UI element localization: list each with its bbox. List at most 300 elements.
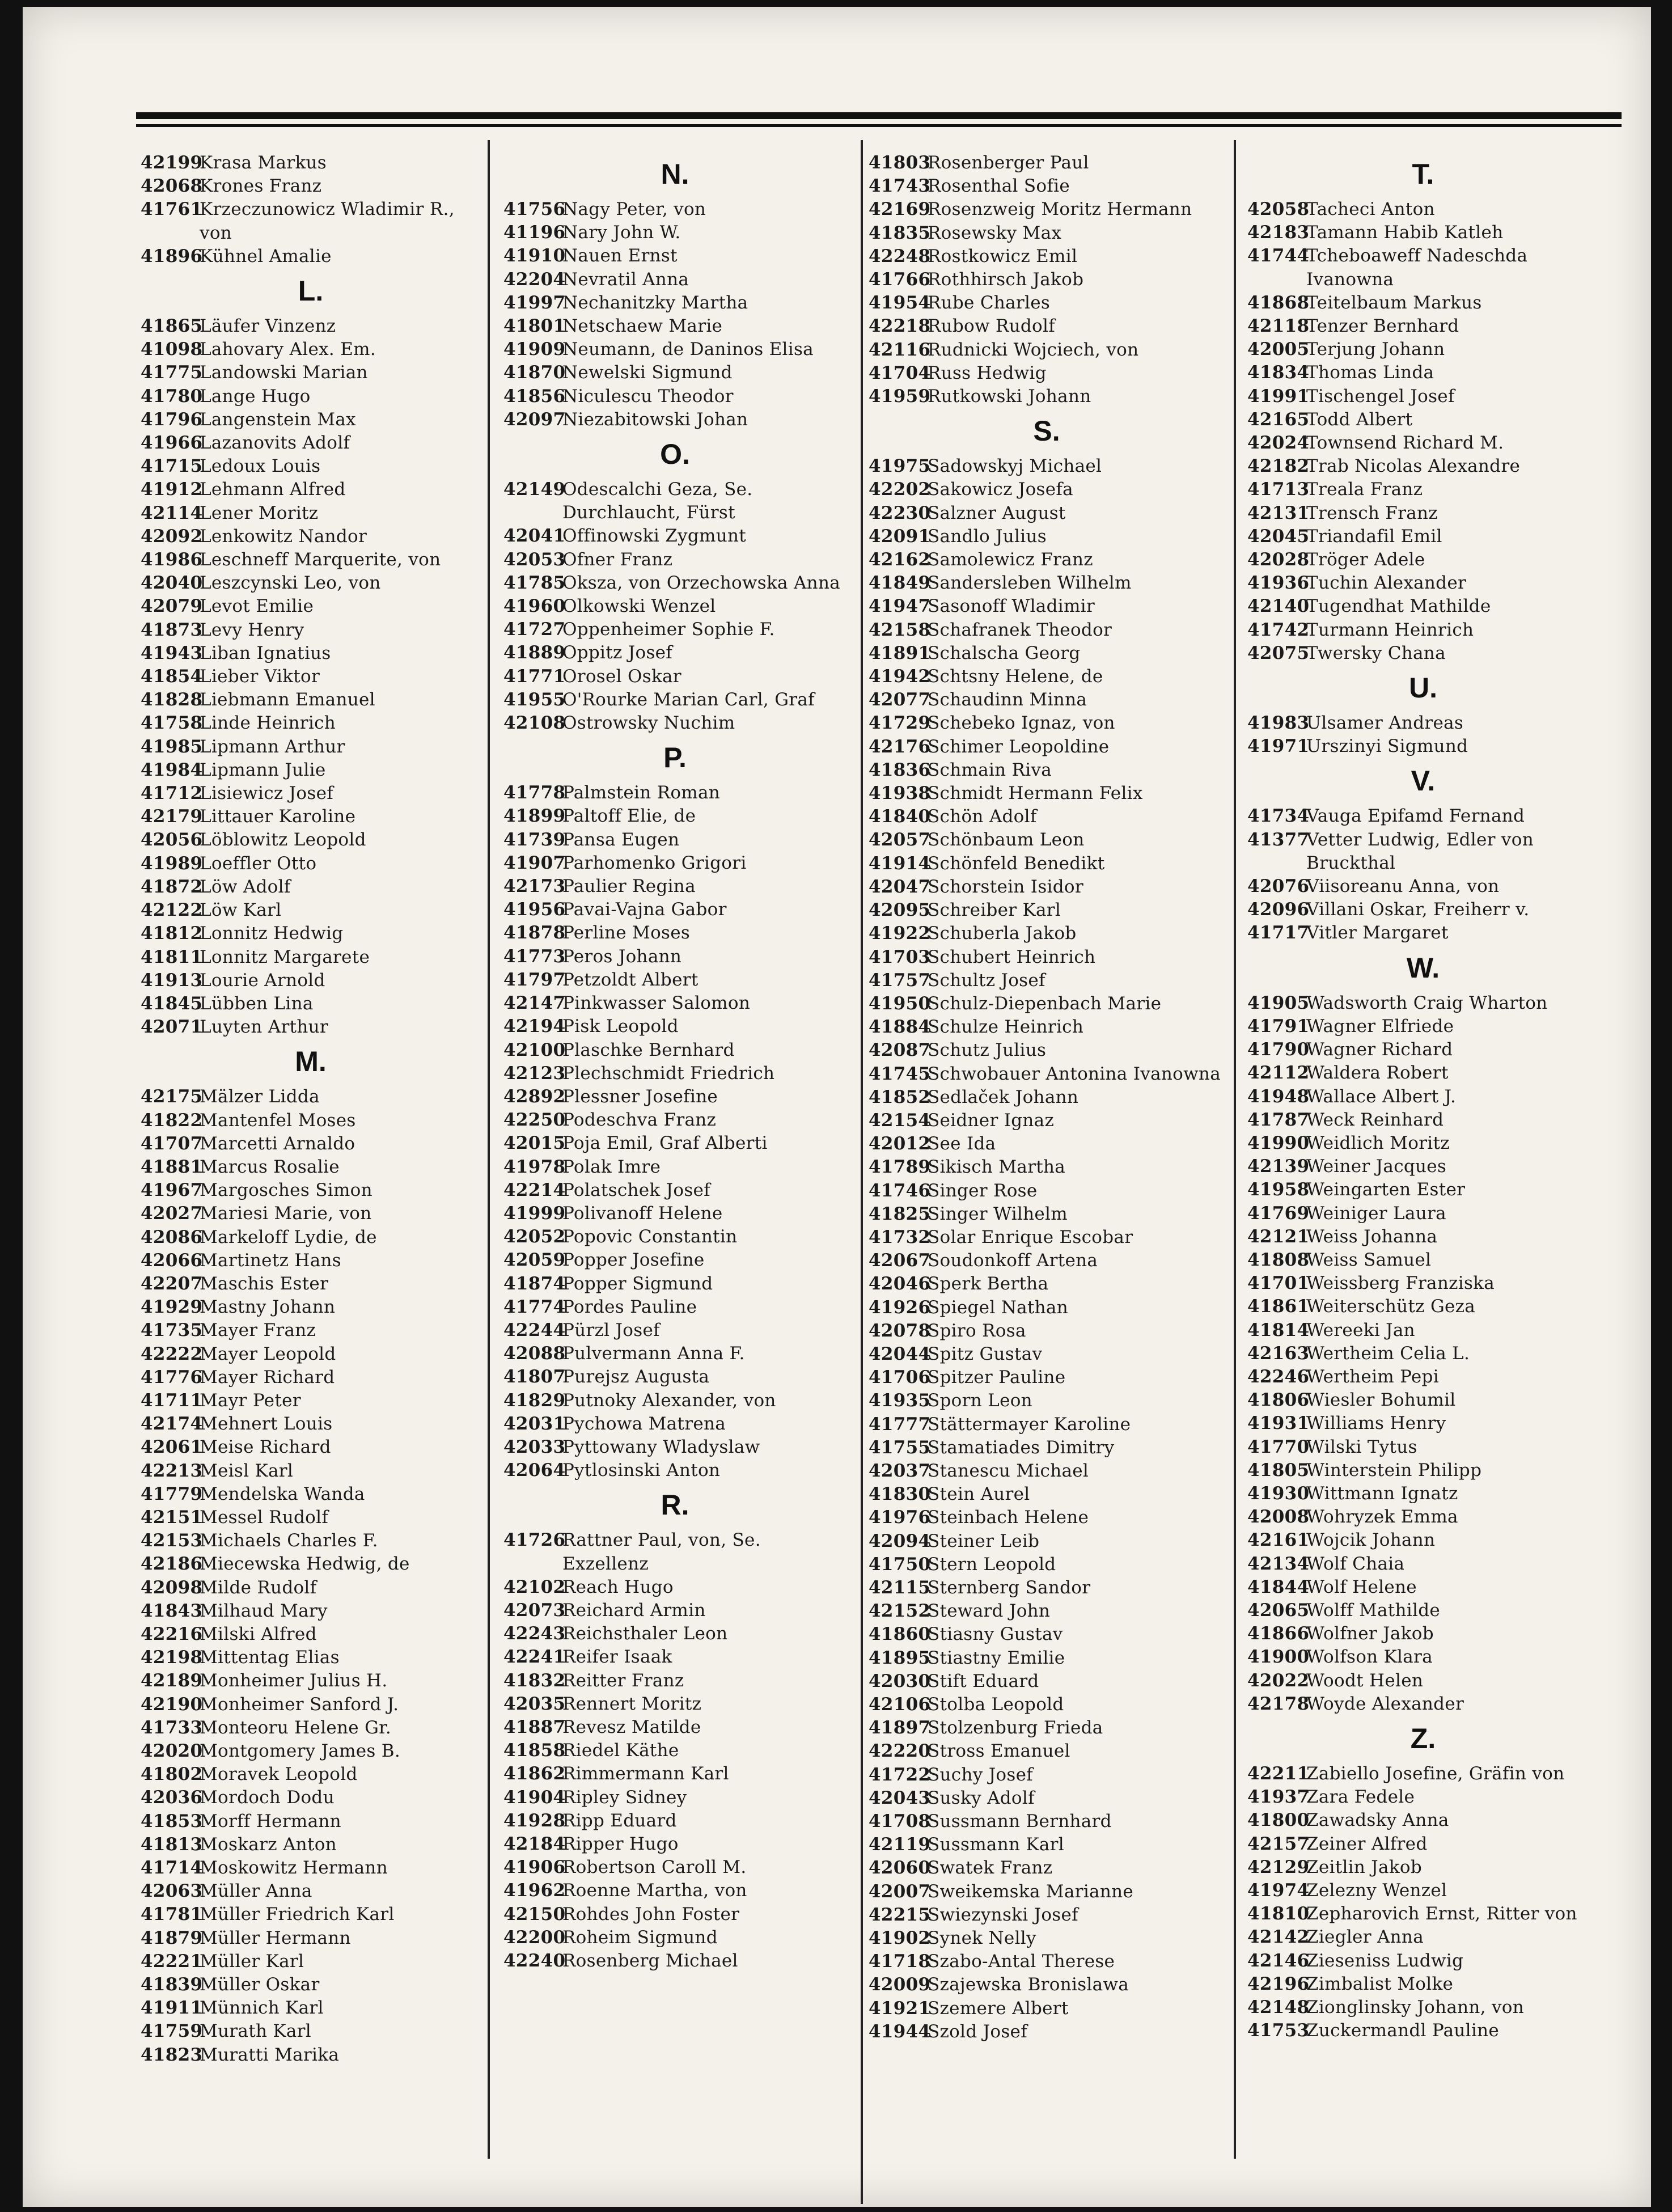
entry-number: 41856: [503, 386, 566, 407]
entry-number: 42892: [503, 1086, 566, 1107]
entry-name: Wohryzek Emma: [1306, 1507, 1458, 1528]
list-item: [141, 969, 481, 992]
entry-name: Townsend Richard M.: [1306, 433, 1504, 454]
entry-number: 41866: [1247, 1623, 1310, 1644]
entry-name: Steinbach Helene: [928, 1507, 1089, 1528]
entry-name: Sperk Bertha: [928, 1274, 1049, 1295]
entry-name: Kühnel Amalie: [200, 246, 332, 267]
list-item: [869, 1226, 1225, 1249]
list-item: [869, 1740, 1225, 1763]
list-item: [141, 1973, 481, 1997]
entry-name: Wolfson Klara: [1306, 1647, 1433, 1668]
list-item: [503, 968, 846, 992]
list-item: [503, 875, 846, 898]
list-item: [503, 1459, 846, 1482]
entry-name: Schimer Leopoldine: [928, 736, 1110, 757]
list-item: [869, 1600, 1225, 1623]
entry-number: 41860: [869, 1624, 931, 1645]
entry-number: 41873: [141, 619, 203, 640]
entry-name: Littauer Karoline: [200, 806, 356, 827]
entry-name: Münnich Karl: [200, 1998, 324, 2019]
list-item: [1247, 1319, 1599, 1342]
list-item: [869, 268, 1225, 291]
entry-number: 42190: [141, 1694, 203, 1715]
entry-name: Mayer Richard: [200, 1367, 335, 1388]
entry-name: Rimmermann Karl: [562, 1763, 729, 1784]
entry-number: 42221: [141, 1951, 203, 1972]
list-item: [869, 1016, 1225, 1039]
list-item: [141, 1179, 481, 1202]
entry-name: Niezabitowski Johan: [562, 409, 748, 430]
entry-name: Lisiewicz Josef: [200, 783, 333, 804]
entry-name: Russ Hedwig: [928, 362, 1047, 383]
section-letter: O.: [660, 438, 690, 471]
entry-name: Poja Emil, Graf Alberti: [562, 1133, 768, 1154]
entry-name: Steiner Leib: [928, 1530, 1040, 1551]
entry-number: 41967: [141, 1180, 203, 1201]
entry-name: Popper Josefine: [562, 1250, 705, 1271]
entry-name: Monheimer Sanford J.: [200, 1694, 399, 1715]
entry-name: Purejsz Augusta: [562, 1367, 710, 1388]
entry-name: Woodt Helen: [1306, 1670, 1424, 1691]
entry-number: 41899: [503, 806, 566, 827]
list-item: [141, 548, 481, 572]
list-item: [503, 338, 846, 361]
list-item: [869, 1132, 1225, 1156]
list-item: [141, 1249, 481, 1272]
entry-name: See Ida: [928, 1134, 996, 1154]
list-item: [503, 315, 846, 338]
entry-number: 42148: [1247, 1997, 1310, 2018]
list-item: [141, 876, 481, 899]
entry-number: 41966: [141, 433, 203, 454]
list-item: [869, 1904, 1225, 1927]
list-item: [869, 1950, 1225, 1973]
section-letter: N.: [661, 158, 689, 190]
entry-name: Schubert Heinrich: [928, 946, 1096, 967]
entry-name: Krones Franz: [200, 176, 322, 197]
list-item: [1247, 1225, 1599, 1249]
entry-number: 41823: [141, 2044, 203, 2065]
list-item: [869, 1530, 1225, 1553]
list-item: [503, 992, 846, 1015]
entry-number: 42088: [503, 1343, 566, 1364]
list-item: [503, 945, 846, 968]
entry-number: 41843: [141, 1600, 203, 1621]
entry-number: 42115: [869, 1577, 931, 1598]
entry-name: Teitelbaum Markus: [1306, 292, 1482, 313]
list-item: [141, 198, 481, 244]
entry-name: Lehmann Alfred: [200, 479, 346, 500]
entry-name: Tenzer Bernhard: [1306, 316, 1459, 337]
list-item: [141, 1693, 481, 1716]
entry-name: Sternberg Sandor: [928, 1577, 1091, 1598]
list-item: [869, 665, 1225, 688]
entry-name: Michaels Charles F.: [200, 1530, 378, 1551]
list-item: [141, 1343, 481, 1366]
list-item: [869, 1973, 1225, 1997]
section-letter: P.: [663, 742, 687, 774]
list-item: [869, 1366, 1225, 1389]
entry-number: 42246: [1247, 1366, 1310, 1387]
list-item: [141, 1366, 481, 1389]
entry-name: Moskarz Anton: [200, 1834, 337, 1855]
entry-number: 42071: [141, 1017, 203, 1038]
entry-name: Lenkowitz Nandor: [200, 526, 367, 547]
list-item: [141, 1016, 481, 1039]
entry-name: Oppenheimer Sophie F.: [562, 619, 775, 640]
list-item: [503, 1436, 846, 1459]
list-item: [141, 1085, 481, 1109]
entry-number: 41775: [141, 362, 203, 383]
list-item: [869, 1203, 1225, 1226]
entry-number: 42175: [141, 1086, 203, 1107]
entry-name: Krzeczunowicz Wladimir R., von: [200, 199, 455, 243]
entry-number: 42220: [869, 1741, 931, 1762]
list-item: [141, 1833, 481, 1856]
entry-number: 42077: [869, 690, 931, 710]
entry-name: Stättermayer Karoline: [928, 1414, 1131, 1435]
entry-name: Sporn Leon: [928, 1390, 1032, 1411]
list-item: [1247, 828, 1599, 875]
entry-name: Ripp Eduard: [562, 1810, 677, 1831]
list-item: [869, 1997, 1225, 2020]
list-item: [1247, 1693, 1599, 1716]
list-item: [141, 688, 481, 712]
list-item: [869, 876, 1225, 899]
entry-name: Tuchin Alexander: [1306, 573, 1467, 594]
list-item: [503, 478, 846, 525]
list-item: [1247, 432, 1599, 455]
entry-name: Meise Richard: [200, 1437, 331, 1458]
entry-number: 41906: [503, 1857, 566, 1878]
entry-number: 41959: [869, 386, 931, 407]
entry-name: Polatschek Josef: [562, 1179, 710, 1200]
entry-name: Wolf Chaia: [1306, 1553, 1405, 1574]
entry-name: Lipmann Arthur: [200, 736, 345, 757]
list-item: [141, 1646, 481, 1669]
list-item: [503, 1903, 846, 1926]
entry-number: 42152: [869, 1601, 931, 1622]
entry-number: 41797: [503, 969, 566, 990]
entry-name: Rattner Paul, von, Se. Exzellenz: [562, 1530, 761, 1574]
entry-number: 41703: [869, 946, 931, 967]
list-item: [1247, 1856, 1599, 1879]
list-item: [141, 1132, 481, 1156]
entry-name: Pavai-Vajna Gabor: [562, 899, 727, 920]
entry-name: Lonnitz Margarete: [200, 946, 370, 967]
list-item: [1247, 1178, 1599, 1202]
list-item: [1247, 1762, 1599, 1786]
list-item: [141, 432, 481, 455]
entry-number: 42139: [1247, 1156, 1310, 1177]
entry-name: Synek Nelly: [928, 1928, 1036, 1949]
entry-number: 41711: [141, 1390, 203, 1411]
entry-name: Wittmann Ignatz: [1306, 1483, 1458, 1504]
entry-name: Pulvermann Anna F.: [562, 1343, 745, 1364]
entry-number: 42199: [141, 153, 203, 173]
entry-number: 42189: [141, 1670, 203, 1691]
entry-number: 41845: [141, 993, 203, 1014]
entry-number: 42066: [141, 1250, 203, 1271]
list-item: [1247, 1459, 1599, 1482]
list-item: [869, 548, 1225, 572]
entry-name: Weiterschütz Geza: [1306, 1296, 1476, 1317]
entry-name: Rostkowicz Emil: [928, 246, 1078, 267]
entry-name: Müller Karl: [200, 1951, 304, 1972]
list-item: [141, 151, 481, 175]
entry-name: Mayer Franz: [200, 1320, 316, 1341]
entry-number: 42041: [503, 526, 566, 547]
entry-name: Pytlosinski Anton: [562, 1460, 721, 1481]
list-item: [869, 1787, 1225, 1810]
entry-name: Stamatiades Dimitry: [928, 1437, 1115, 1458]
column-2: [503, 151, 846, 1973]
entry-number: 42094: [869, 1530, 931, 1551]
entry-name: Petzoldt Albert: [562, 969, 699, 990]
entry-name: Maschis Ester: [200, 1273, 329, 1294]
entry-number: 41796: [141, 409, 203, 430]
list-item: [141, 1600, 481, 1623]
list-item: [1247, 1295, 1599, 1318]
entry-name: Ostrowsky Nuchim: [562, 713, 735, 734]
entry-name: Mastny Johann: [200, 1297, 336, 1318]
list-item: [503, 1342, 846, 1365]
list-item: [869, 1927, 1225, 1950]
entry-number: 41733: [141, 1717, 203, 1738]
list-item: [503, 1716, 846, 1739]
entry-name: Schalscha Georg: [928, 642, 1081, 663]
entry-name: Susky Adolf: [928, 1787, 1035, 1808]
entry-name: Stross Emanuel: [928, 1741, 1070, 1762]
list-item: [141, 946, 481, 969]
entry-name: Weiner Jacques: [1306, 1156, 1447, 1177]
list-item: [1247, 1809, 1599, 1832]
entry-name: Urszinyi Sigmund: [1306, 736, 1468, 757]
list-item: [141, 408, 481, 432]
list-item: [1247, 735, 1599, 758]
entry-name: Szold Josef: [928, 2021, 1027, 2042]
entry-number: 42063: [141, 1881, 203, 1902]
entry-name: Spiegel Nathan: [928, 1297, 1068, 1318]
list-item: [141, 852, 481, 876]
list-item: [503, 548, 846, 572]
entry-name: Rosewsky Max: [928, 222, 1062, 243]
entry-name: Pisk Leopold: [562, 1016, 679, 1037]
entry-number: 41770: [1247, 1436, 1310, 1457]
entry-number: 41734: [1247, 806, 1310, 827]
entry-number: 41735: [141, 1320, 203, 1341]
entry-number: 42157: [1247, 1833, 1310, 1854]
entry-name: Triandafil Emil: [1306, 526, 1442, 547]
entry-name: Lange Hugo: [200, 386, 311, 407]
entry-name: Leschneff Marquerite, von: [200, 549, 441, 570]
entry-number: 41976: [869, 1507, 931, 1528]
entry-number: 42150: [503, 1904, 566, 1925]
entry-number: 41974: [1247, 1880, 1310, 1901]
entry-name: Wereeki Jan: [1306, 1319, 1415, 1340]
entry-name: Miecewska Hedwig, de: [200, 1554, 410, 1575]
entry-number: 42030: [869, 1670, 931, 1691]
list-item: [503, 1132, 846, 1155]
entry-name: Wallace Albert J.: [1306, 1086, 1457, 1107]
entry-name: Singer Wilhelm: [928, 1203, 1068, 1224]
list-item: [1247, 2019, 1599, 2042]
entry-number: 42064: [503, 1460, 566, 1481]
entry-name: Plaschke Bernhard: [562, 1039, 735, 1060]
entry-name: Salzner August: [928, 502, 1066, 523]
entry-number: 42024: [1247, 433, 1310, 454]
entry-number: 41790: [1247, 1039, 1310, 1060]
entry-name: Schutz Julius: [928, 1040, 1047, 1061]
entry-name: Mordoch Dodu: [200, 1787, 335, 1808]
list-item: [869, 1553, 1225, 1576]
entry-number: 41904: [503, 1787, 566, 1808]
list-item: [141, 1623, 481, 1646]
list-item: [1247, 572, 1599, 595]
entry-name: Orosel Oskar: [562, 666, 682, 687]
list-item: [1247, 525, 1599, 548]
list-item: [869, 1693, 1225, 1716]
entry-name: Lipmann Julie: [200, 759, 326, 780]
entry-name: Murath Karl: [200, 2021, 311, 2042]
list-item: [503, 408, 846, 432]
entry-name: Pordes Pauline: [562, 1296, 697, 1317]
entry-name: Lieber Viktor: [200, 666, 320, 687]
entry-number: 41773: [503, 946, 566, 967]
entry-number: 42162: [869, 549, 931, 570]
entry-name: Morff Hermann: [200, 1811, 341, 1832]
entry-name: Müller Hermann: [200, 1927, 351, 1948]
entry-number: 41905: [1247, 992, 1310, 1013]
top-rule-thick: [136, 112, 1622, 119]
entry-number: 41712: [141, 783, 203, 804]
entry-number: 42065: [1247, 1600, 1310, 1621]
list-item: [869, 712, 1225, 735]
entry-name: Schulze Heinrich: [928, 1017, 1084, 1038]
entry-name: Stanescu Michael: [928, 1460, 1089, 1481]
entry-number: 42178: [1247, 1693, 1310, 1714]
list-item: [503, 805, 846, 828]
list-item: [869, 291, 1225, 315]
list-item: [141, 1669, 481, 1693]
entry-number: 42169: [869, 199, 931, 220]
entry-name: Polak Imre: [562, 1156, 661, 1177]
column-divider: [488, 140, 490, 2159]
entry-number: 41944: [869, 2021, 931, 2042]
entry-name: Nevratil Anna: [562, 269, 689, 290]
list-item: [141, 1436, 481, 1459]
list-item: [1247, 455, 1599, 478]
entry-name: Rosenthal Sofie: [928, 176, 1070, 197]
list-item: [141, 899, 481, 922]
entry-name: Lourie Arnold: [200, 970, 325, 991]
entry-name: Trensch Franz: [1306, 502, 1438, 523]
list-item: [141, 1763, 481, 1786]
entry-number: 41785: [503, 572, 566, 593]
entry-name: Zepharovich Ernst, Ritter von: [1306, 1904, 1577, 1925]
list-item: [503, 1156, 846, 1179]
list-item: [503, 1015, 846, 1038]
list-item: [869, 455, 1225, 478]
entry-name: Schaudinn Minna: [928, 690, 1087, 710]
entry-name: Rubow Rudolf: [928, 316, 1056, 337]
entry-name: Marcetti Arnaldo: [200, 1133, 355, 1154]
entry-number: 41715: [141, 456, 203, 477]
entry-number: 42240: [503, 1951, 566, 1972]
entry-number: 41829: [503, 1390, 566, 1411]
entry-number: 41701: [1247, 1273, 1310, 1294]
list-item: [503, 572, 846, 595]
entry-number: 41835: [869, 222, 931, 243]
list-item: [141, 1483, 481, 1506]
list-item: [141, 2020, 481, 2043]
entry-name: Langenstein Max: [200, 409, 356, 430]
entry-number: 41862: [503, 1763, 566, 1784]
entry-number: 41914: [869, 853, 931, 874]
list-item: [503, 1576, 846, 1599]
list-item: [141, 1880, 481, 1903]
entry-number: 42216: [141, 1623, 203, 1644]
entry-number: 41895: [869, 1647, 931, 1668]
list-item: [141, 385, 481, 408]
list-item: [869, 502, 1225, 525]
entry-number: 41769: [1247, 1203, 1310, 1224]
entry-name: Rennert Moritz: [562, 1693, 702, 1714]
entry-name: Parhomenko Grigori: [562, 852, 747, 873]
list-item: [503, 1249, 846, 1272]
entry-name: Mendelska Wanda: [200, 1483, 365, 1504]
list-item: [1247, 1085, 1599, 1109]
list-item: [141, 1786, 481, 1809]
entry-name: Newelski Sigmund: [562, 362, 733, 383]
entry-number: 42073: [503, 1600, 566, 1621]
entry-name: Meisl Karl: [200, 1460, 294, 1481]
entry-number: 42031: [503, 1413, 566, 1434]
list-item: [869, 362, 1225, 385]
section-letter: R.: [661, 1489, 689, 1521]
entry-name: Ripley Sidney: [562, 1787, 687, 1808]
entry-name: Lübben Lina: [200, 993, 314, 1014]
list-item: [503, 1646, 846, 1669]
entry-name: Weingarten Ester: [1306, 1179, 1466, 1200]
entry-name: Stiastny Emilie: [928, 1647, 1065, 1668]
list-item: [1247, 1155, 1599, 1178]
entry-number: 41950: [869, 993, 931, 1014]
entry-number: 41805: [1247, 1460, 1310, 1481]
entry-name: Pinkwasser Salomon: [562, 993, 751, 1014]
entry-number: 42154: [869, 1110, 931, 1131]
list-item: [1247, 1949, 1599, 1973]
entry-number: 41758: [141, 713, 203, 734]
entry-name: Sandlo Julius: [928, 526, 1047, 547]
list-item: [141, 735, 481, 759]
entry-name: Reichsthaler Leon: [562, 1623, 728, 1644]
list-item: [503, 1949, 846, 1973]
entry-number: 41834: [1247, 362, 1310, 383]
entry-name: Solar Enrique Escobar: [928, 1226, 1133, 1247]
entry-name: Messel Rudolf: [200, 1507, 329, 1528]
entry-number: 41931: [1247, 1413, 1310, 1434]
entry-number: 42005: [1247, 339, 1310, 360]
entry-number: 41852: [869, 1086, 931, 1107]
entry-name: Mehnert Louis: [200, 1414, 333, 1435]
list-item: [503, 828, 846, 852]
entry-name: Villani Oskar, Freiherr v.: [1306, 899, 1530, 920]
list-item: [869, 1249, 1225, 1272]
list-item: [1247, 315, 1599, 338]
entry-name: Robertson Caroll M.: [562, 1857, 747, 1878]
